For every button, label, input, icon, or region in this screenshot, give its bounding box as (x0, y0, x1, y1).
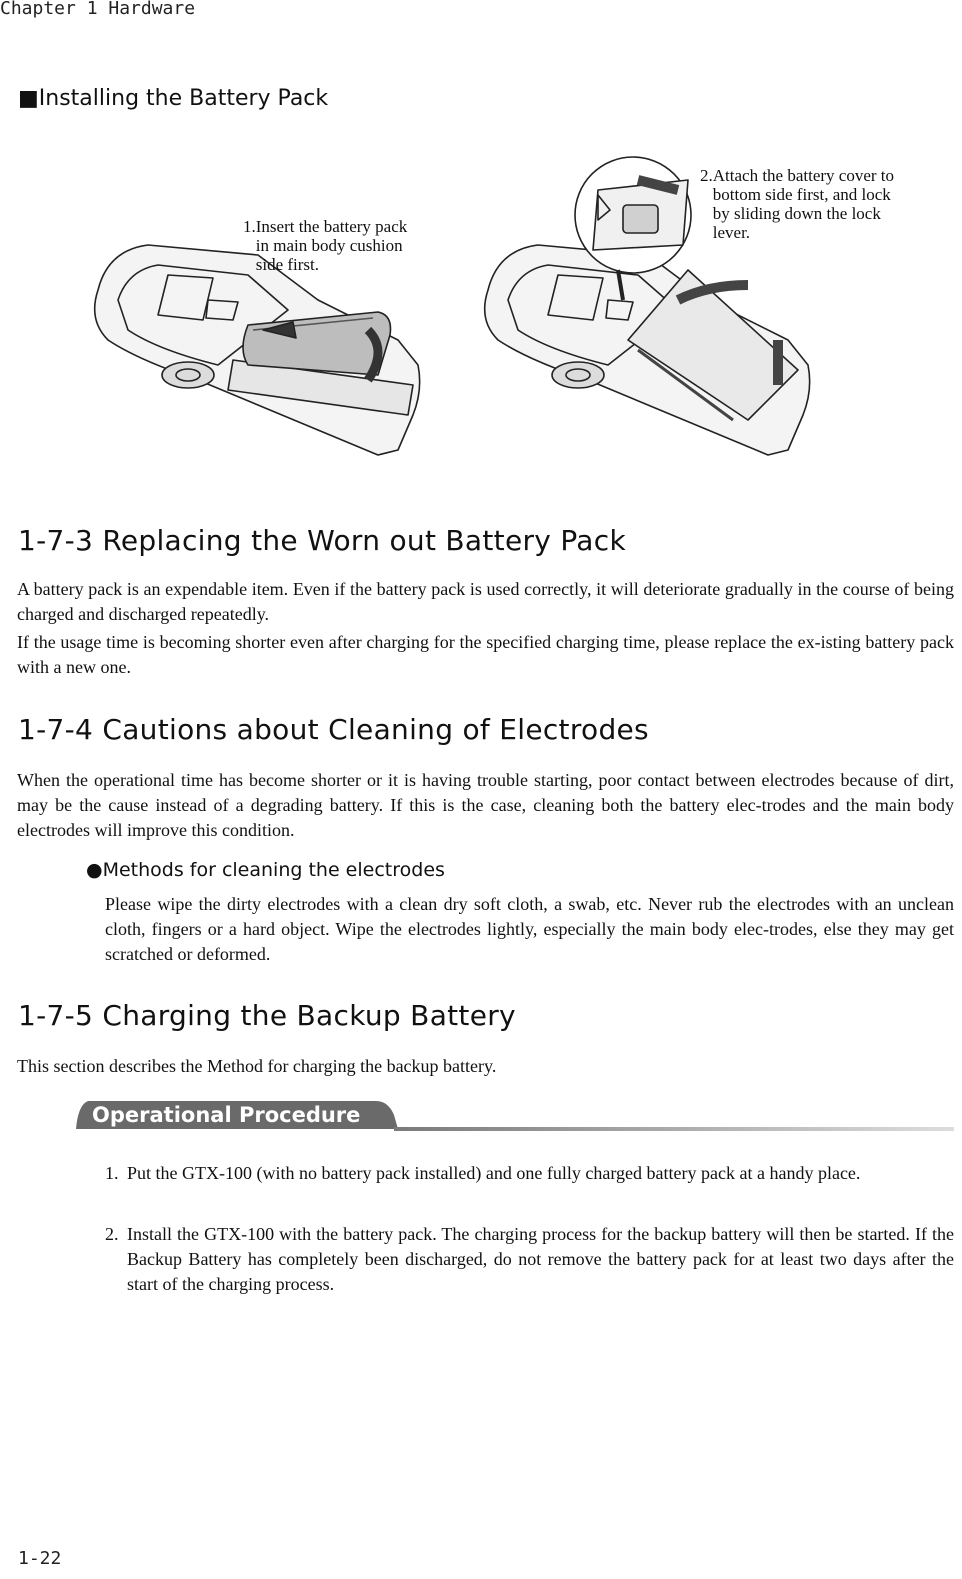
procedure-step (105, 1161, 954, 1211)
installing-heading: ■Installing the Battery Pack (18, 86, 329, 111)
cleaning-methods-text: Please wipe the dirty electrodes with a clean dry soft cloth, a swab, etc. Never rub the electrodes with an unclean cloth, fingers or a hard object. Wipe the electrodes lightly, especially the main body elec-trodes, else they may get scratched or deformed. (105, 894, 954, 964)
section-173-para2: If the usage time is becoming shorter even after charging for the specified charging time, please replace the ex-isting battery pack with a new one. (17, 632, 954, 677)
section-173-para1: A battery pack is an expendable item. Even if the battery pack is used correctly, it will deteriorate gradually in the course of being charged and discharged repeatedly. (17, 579, 954, 624)
section-175-title: 1-7-5 Charging the Backup Battery (18, 999, 516, 1032)
section-173-title: 1-7-3 Replacing the Worn out Battery Pack (18, 524, 626, 557)
section-175-para1: This section describes the Method for charging the backup battery. (17, 1056, 497, 1076)
operational-procedure-label: Operational Procedure (92, 1103, 361, 1127)
caption-insert: 1.Insert the battery pack in main body cushion side first. (243, 217, 408, 274)
section-174-para1: When the operational time has become shorter or it is having trouble starting, poor contact between electrodes because of dirt, may be the cause instead of a degrading battery. If this is the case, cleaning both the battery elec-trodes and the main body electrodes will improve this condition. (17, 770, 954, 840)
step-text: Install the GTX-100 with the battery pack. The charging process for the backup battery will then be started. If the Backup Battery has completely been discharged, do not remove the battery pack for at least two days after the start of the charging process. (127, 1224, 954, 1294)
procedure-step (105, 1222, 954, 1297)
step-text: Put the GTX-100 (with no battery pack installed) and one fully charged battery pack at a handy place. (127, 1163, 861, 1183)
cleaning-methods-heading: ●Methods for cleaning the electrodes (86, 859, 445, 881)
page-number: 1-22 (18, 1548, 62, 1569)
section-174-title: 1-7-4 Cautions about Cleaning of Electrodes (18, 713, 649, 746)
caption-attach-cover: 2.Attach the battery cover to bottom side first, and lock by sliding down the lock lever. (700, 166, 895, 242)
chapter-header: Chapter 1 Hardware (0, 0, 196, 19)
step-number: 1. (105, 1163, 119, 1183)
step-number: 2. (105, 1224, 119, 1244)
device-insert-illustration (95, 245, 420, 455)
